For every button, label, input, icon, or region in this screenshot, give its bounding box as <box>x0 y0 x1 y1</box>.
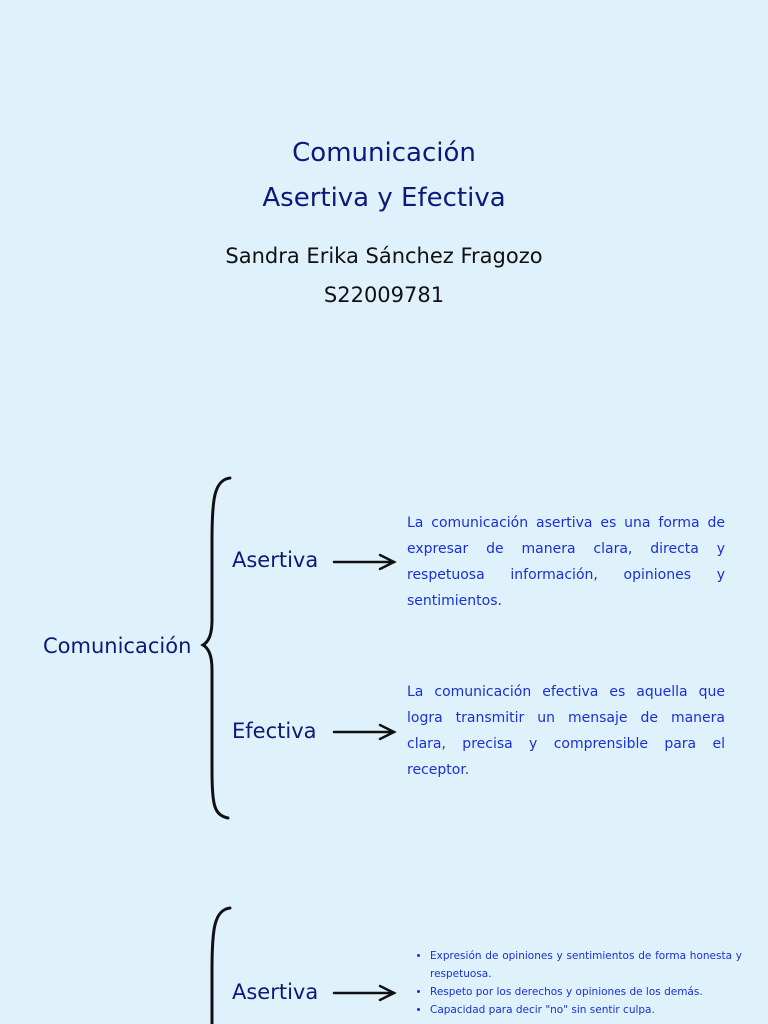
arrow-efectiva <box>334 725 394 739</box>
student-id: S22009781 <box>323 283 445 307</box>
branch-label-efectiva: Efectiva <box>232 719 317 743</box>
description-efectiva: La comunicación efectiva es aquella que logra transmitir un mensaje de manera clara, precisa y comprensible para el receptor. <box>407 684 725 778</box>
arrow-asertiva <box>334 555 394 569</box>
root-label-comunicacion: Comunicación <box>43 634 192 658</box>
arrow-asertiva-2 <box>334 986 394 1000</box>
title-line-2: Asertiva y Efectiva <box>262 183 506 213</box>
list-item: • Respeto por los derechos y opiniones de los demás. <box>430 983 742 1001</box>
brace-1 <box>203 478 230 818</box>
author-name: Sandra Erika Sánchez Fragozo <box>225 244 543 268</box>
asertiva-traits-list <box>414 947 742 1019</box>
branch-label-asertiva-2: Asertiva <box>232 980 319 1004</box>
list-item: • Expresión de opiniones y sentimientos de forma honesta y respetuosa. <box>430 947 742 983</box>
description-asertiva: La comunicación asertiva es una forma de expresar de manera clara, directa y respetuosa información, opiniones y sentimientos. <box>407 515 725 609</box>
brace-2 <box>212 908 230 1024</box>
branch-label-asertiva: Asertiva <box>232 548 319 572</box>
title-line-1: Comunicación <box>292 138 476 168</box>
list-item: • Capacidad para decir "no" sin sentir culpa. <box>430 1001 742 1019</box>
